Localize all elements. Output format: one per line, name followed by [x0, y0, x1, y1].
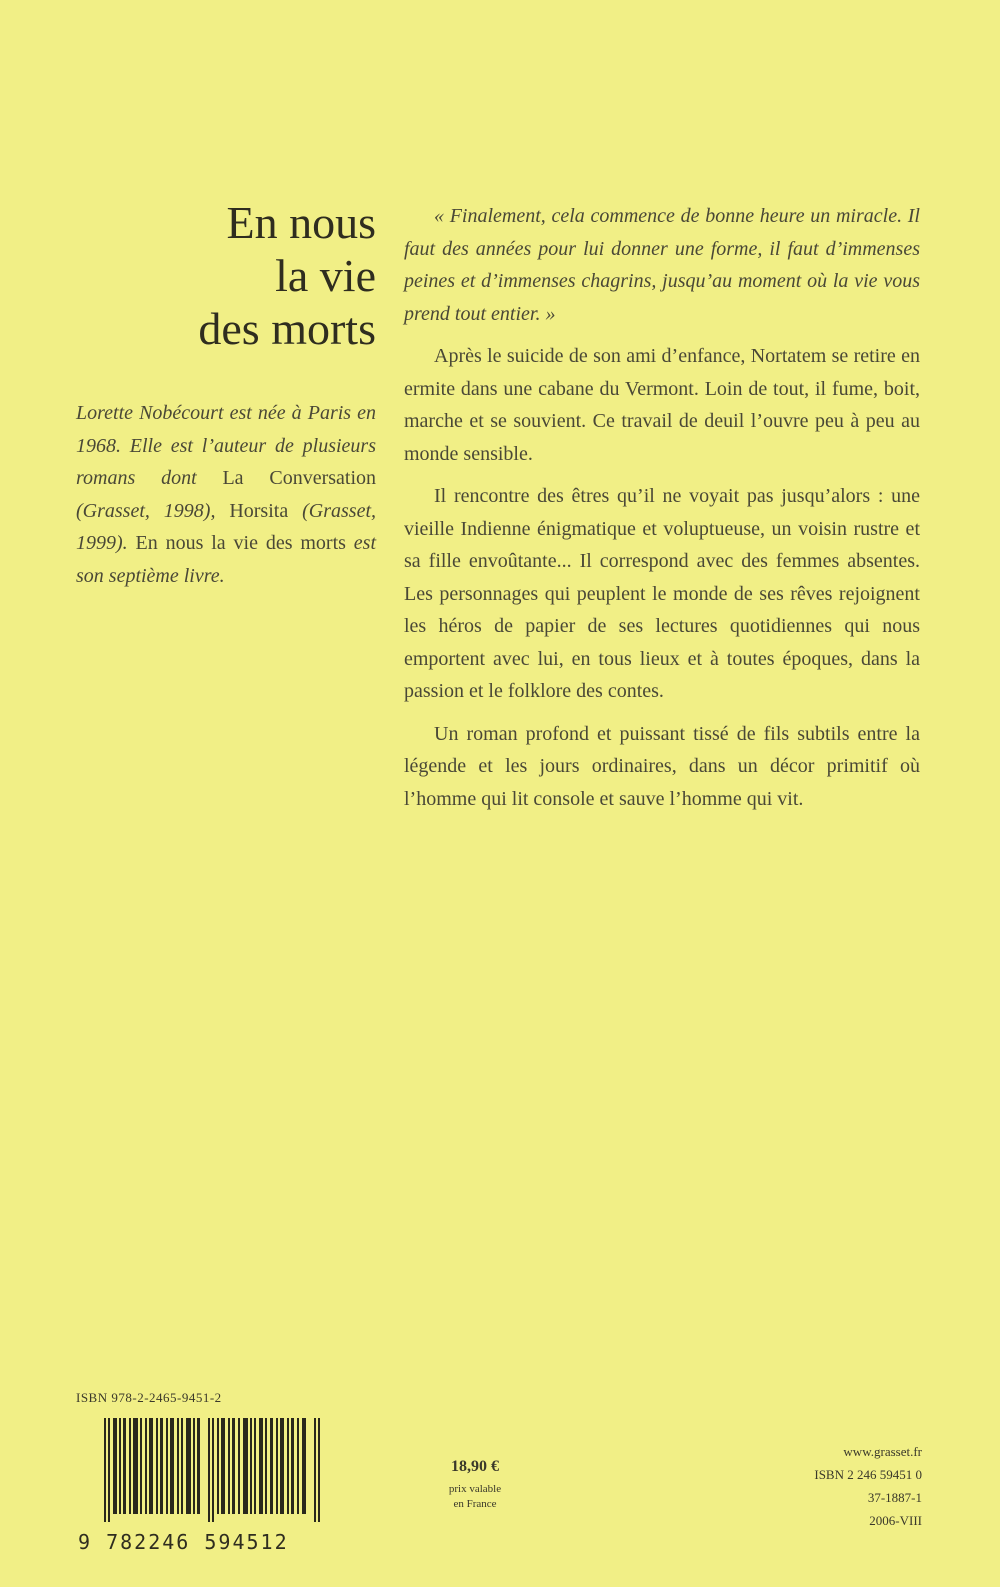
price: 18,90 € — [451, 1458, 499, 1475]
isbn-13-label: ISBN 978-2-2465-9451-2 — [76, 1390, 222, 1405]
bio-text-1: Lorette Nobécourt est née à Paris en 1968. Elle est l’auteur de plusieurs romans dont — [76, 402, 376, 489]
publisher-code: 37-1887-1 — [867, 1490, 922, 1505]
isbn-10-label: ISBN 2 246 59451 0 — [814, 1467, 922, 1482]
bio-text-2: (Grasset, 1998), — [76, 499, 216, 522]
price-note-line-1: prix valable — [448, 1483, 502, 1495]
author-bio — [76, 397, 376, 592]
book-title — [130, 196, 376, 355]
title-line-3: des morts — [198, 303, 376, 354]
blurb-paragraph-3: Un roman profond et puissant tissé de fils subtils entre la légende et les jours ordinaires, dans un décor primitif où l’homme qui lit console et sauve l’homme qui vit. — [404, 722, 920, 810]
edition-code: 2006-VIII — [869, 1513, 922, 1528]
bio-text-4: est son septième livre. — [76, 532, 376, 587]
barcode-digits: 9 782246 594512 — [78, 1530, 289, 1554]
blurb-paragraph-1: Après le suicide de son ami d’enfance, Nortatem se retire en ermite dans une cabane du Vermont. Loin de tout, il fume, boit, marche et se souvient. Ce travail de deuil l’ouvre peu à peu au monde sensible. — [404, 345, 920, 465]
barcode-image — [104, 1418, 320, 1522]
blurb-quote: « Finalement, cela commence de bonne heure un miracle. Il faut des années pour lui donner une forme, il faut d’immenses peines et d’immenses chagrins, jusqu’au moment où la vie vous prend tout entier. » — [404, 205, 920, 325]
bio-book-title-3: En nous la vie des morts — [135, 532, 346, 554]
bio-text-3: (Grasset, 1999). — [76, 499, 376, 554]
title-line-1: En nous — [226, 197, 376, 248]
price-note-line-2: en France — [453, 1498, 497, 1510]
book-blurb — [404, 200, 920, 825]
price-block — [420, 1458, 530, 1512]
publisher-website: www.grasset.fr — [843, 1444, 922, 1459]
bio-book-title-2: Horsita — [229, 499, 289, 522]
blurb-paragraph-2: Il rencontre des êtres qu’il ne voyait pas jusqu’alors : une vieille Indienne énigmatique et voluptueuse, un voisin rustre et sa fille envoûtante... Il correspond avec des femmes absentes. Les personnages qui peuplent le monde de ses rêves rejoignent les héros de papier de ses lectures quotidiennes qui nous emportent avec lui, en tous lieux et à toutes époques, dans la passion et le folklore des contes. — [404, 485, 920, 702]
bio-book-title-1: La Conversation — [222, 467, 377, 489]
title-line-2: la vie — [275, 250, 376, 301]
publisher-info — [700, 1440, 922, 1532]
